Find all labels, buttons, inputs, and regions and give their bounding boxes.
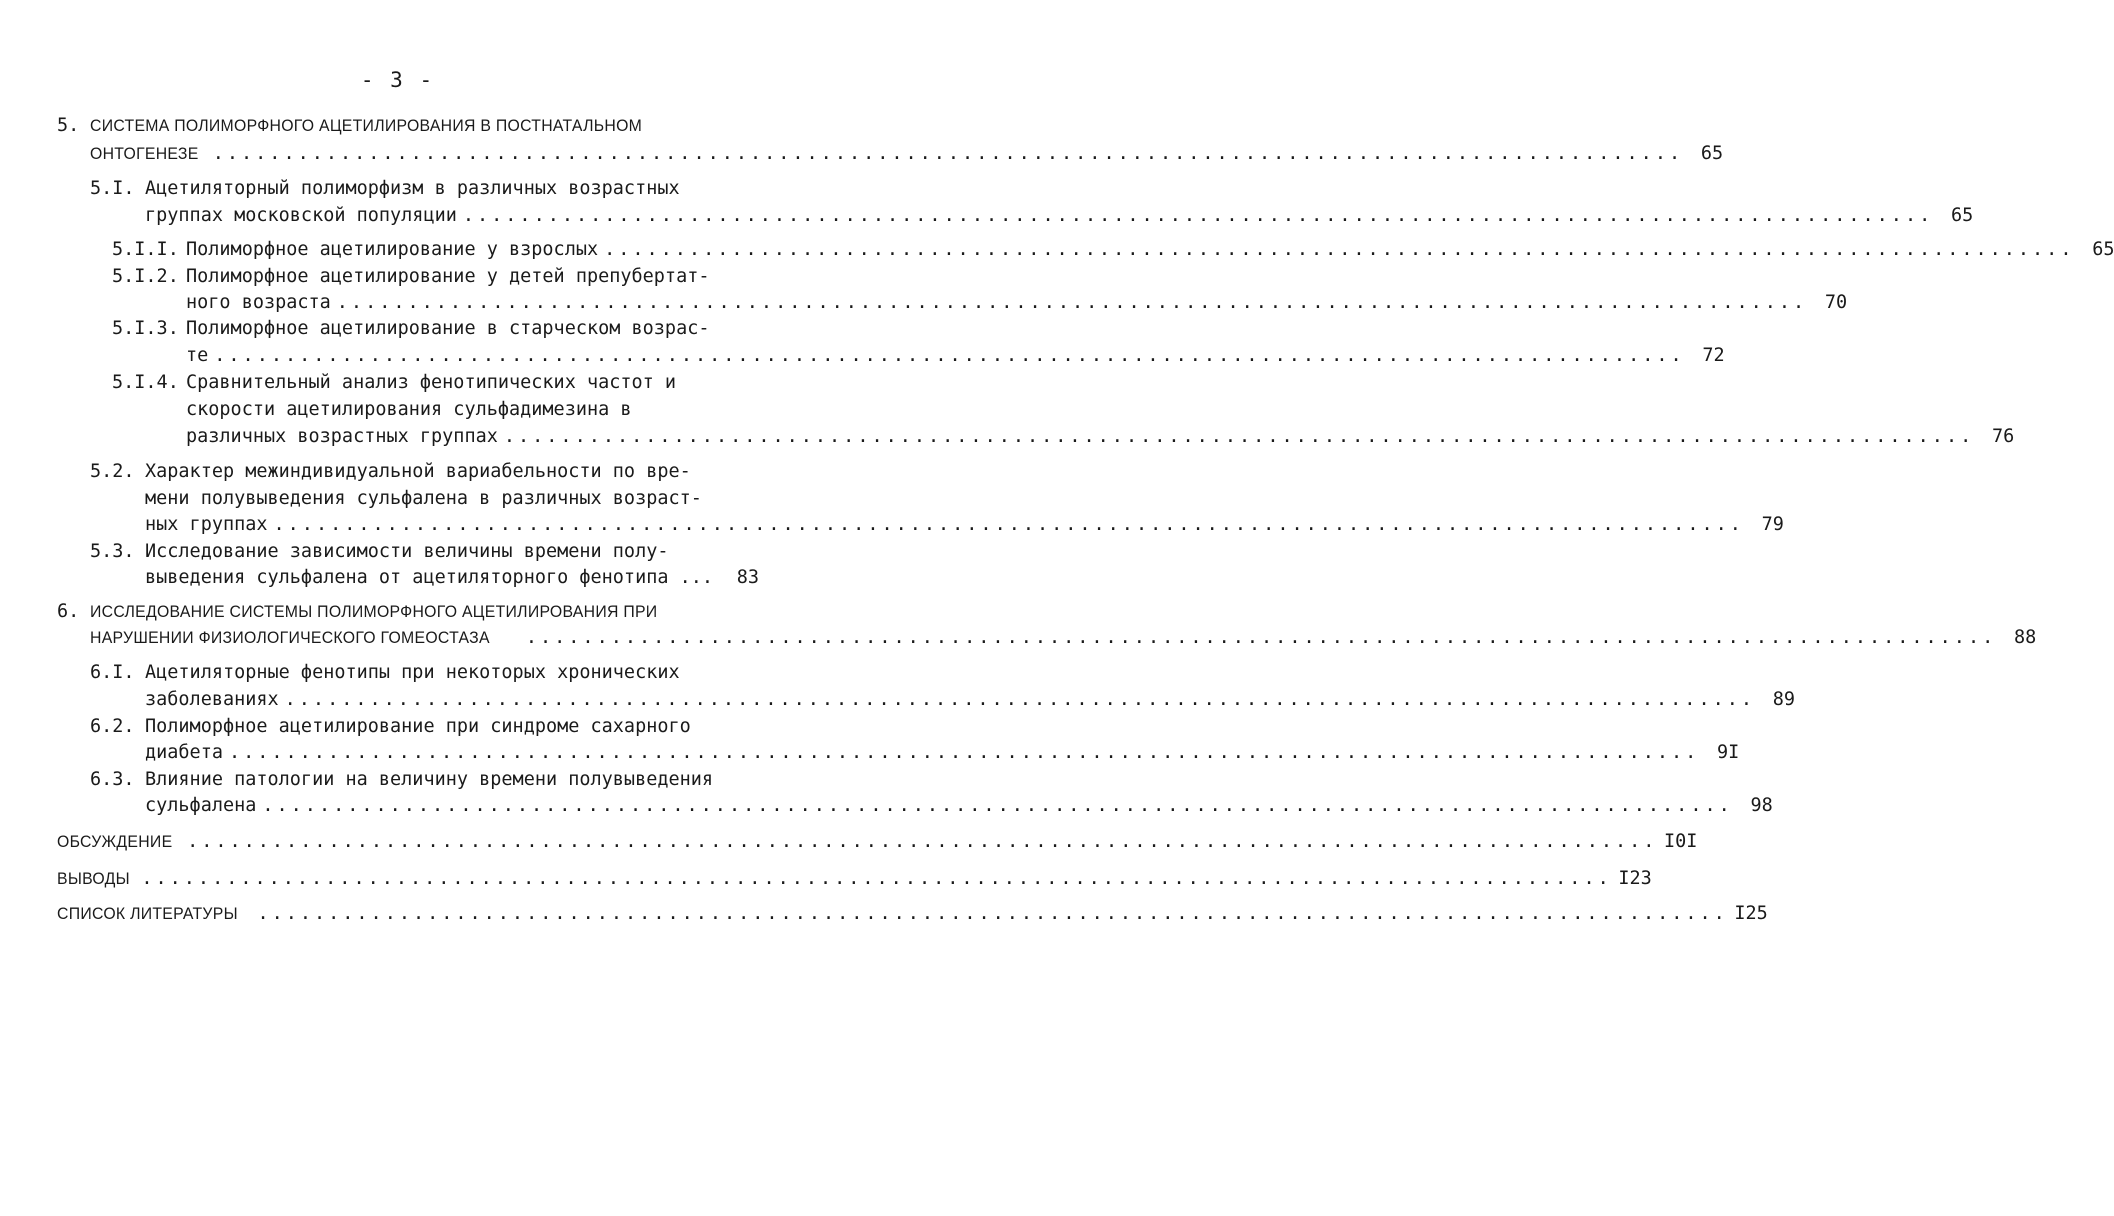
- toc-page-number: 76: [1991, 426, 2015, 447]
- toc-entry-5-3[interactable]: [90, 539, 743, 565]
- toc-entry-title: Сравнительный анализ фенотипических частот и: [186, 372, 677, 393]
- toc-page-number: 79: [1761, 514, 1784, 535]
- dot-leader: ........................................................................................................: [212, 143, 1684, 164]
- toc-entry-5-cont[interactable]: [90, 141, 1724, 167]
- toc-entry-5-3-cont[interactable]: [145, 565, 760, 591]
- toc-page-number: 89: [1772, 689, 1796, 710]
- toc-entry-title: Исследование зависимости величины времени полу-: [145, 541, 669, 562]
- toc-entry-6-2-cont[interactable]: [145, 740, 1740, 766]
- toc-entry-title: различных возрастных группах: [186, 426, 498, 447]
- toc-entry-6-3[interactable]: [90, 767, 743, 793]
- toc-entry-conclusions[interactable]: [57, 866, 1652, 892]
- toc-page-number: 70: [1824, 292, 1848, 313]
- toc-entry-title: СПИСОК ЛИТЕРАТУРЫ: [57, 904, 238, 923]
- toc-entry-title: скорости ацетилирования сульфадимезина в: [186, 399, 632, 420]
- toc-entry-number: 5.I.4.: [112, 372, 179, 393]
- toc-entry-5-1[interactable]: [90, 176, 743, 202]
- toc-entry-title: мени полувыведения сульфалена в различных возраст-: [145, 488, 702, 509]
- toc-entry-number: 5.: [57, 115, 80, 136]
- dot-leader: ........................................................................................................: [262, 795, 1733, 816]
- dot-leader: ........................................................................................................: [187, 831, 1658, 852]
- toc-entry-5-1-3-cont[interactable]: [186, 343, 1725, 369]
- toc-entry-title: сульфалена: [145, 795, 257, 816]
- toc-entry-5-2[interactable]: [90, 459, 743, 485]
- toc-entry-title: НАРУШЕНИИ ФИЗИОЛОГИЧЕСКОГО ГОМЕОСТАЗА: [90, 628, 490, 647]
- toc-entry-number: 5.2.: [90, 461, 135, 482]
- toc-entry-5-2-cont[interactable]: [145, 486, 743, 512]
- toc-entry-title: Характер межиндивидуальной вариабельности по вре-: [145, 461, 691, 482]
- toc-entry-title: ного возраста: [186, 292, 331, 313]
- toc-entry-6[interactable]: [57, 599, 743, 625]
- dot-leader: ........................................................................................................: [228, 742, 1700, 763]
- page-number: - 3 -: [360, 68, 435, 92]
- toc-entry-number: 5.I.3.: [112, 318, 179, 339]
- dot-leader: ........................................................................................................: [462, 205, 1934, 226]
- toc-entry-title: Ацетиляторные фенотипы при некоторых хронических: [145, 662, 680, 683]
- toc-entry-title: ОНТОГЕНЕЗЕ: [90, 144, 199, 163]
- toc-entry-5-1-4-cont2[interactable]: [186, 424, 2015, 450]
- dot-leader: ........................................................................................................: [336, 292, 1808, 313]
- toc-entry-5[interactable]: [57, 113, 743, 139]
- toc-entry-5-1-2-cont[interactable]: [186, 290, 1848, 316]
- toc-entry-6-1-cont[interactable]: [145, 687, 1796, 713]
- dot-leader: ........................................................................................................: [604, 239, 2075, 260]
- toc-entry-5-1-3[interactable]: [112, 316, 743, 342]
- toc-entry-title: ИССЛЕДОВАНИЕ СИСТЕМЫ ПОЛИМОРФНОГО АЦЕТИЛИРОВАНИЯ ПРИ: [90, 602, 658, 621]
- dot-leader: ........................................................................................................: [214, 345, 1685, 366]
- toc-entry-discussion[interactable]: [57, 829, 1698, 855]
- toc-page-number: I25: [1734, 903, 1768, 924]
- toc-page-number: 83: [736, 567, 760, 588]
- dot-leader: ........................................................................................................: [284, 689, 1756, 710]
- dot-leader: ........................................................................................................: [525, 627, 1997, 648]
- dot-leader: ........................................................................................................: [141, 868, 1612, 889]
- toc-entry-title: Влияние патологии на величину времени полувыведения: [145, 769, 714, 790]
- toc-entry-5-1-cont[interactable]: [145, 203, 1974, 229]
- toc-entry-title: заболеваниях: [145, 689, 279, 710]
- toc-entry-6-1[interactable]: [90, 660, 743, 686]
- toc-page-number: 65: [2092, 239, 2114, 260]
- toc-entry-title: те: [186, 345, 209, 366]
- toc-entry-6-3-cont[interactable]: [145, 793, 1773, 819]
- toc-entry-6-cont[interactable]: [90, 625, 2037, 651]
- toc-page-number: 65: [1950, 205, 1974, 226]
- toc-entry-title: выведения сульфалена от ацетиляторного фенотипа ...: [145, 567, 714, 588]
- dot-leader: ........................................................................................................: [273, 514, 1744, 535]
- toc-entry-5-1-4[interactable]: [112, 370, 743, 396]
- toc-entry-number: 6.2.: [90, 716, 135, 737]
- toc-entry-references[interactable]: [57, 901, 1768, 927]
- dot-leader: ........................................................................................................: [257, 903, 1728, 924]
- toc-page-number: I0I: [1664, 831, 1698, 852]
- toc-page-number: 65: [1700, 143, 1724, 164]
- toc-entry-title: Полиморфное ацетилирование у детей препубертат-: [186, 266, 710, 287]
- toc-entry-number: 5.I.2.: [112, 266, 179, 287]
- toc-entry-number: 6.I.: [90, 662, 135, 683]
- toc-entry-number: 5.I.I.: [112, 239, 179, 260]
- toc-entry-title: диабета: [145, 742, 223, 763]
- toc-entry-number: 5.3.: [90, 541, 135, 562]
- dot-leader: ........................................................................................................: [503, 426, 1975, 447]
- toc-entry-number: 6.3.: [90, 769, 135, 790]
- toc-entry-title: ных группах: [145, 514, 268, 535]
- toc-page-number: I23: [1618, 868, 1652, 889]
- toc-entry-title: Полиморфное ацетилирование у взрослых: [186, 239, 599, 260]
- toc-entry-6-2[interactable]: [90, 714, 743, 740]
- toc-entry-5-2-cont2[interactable]: [145, 512, 1784, 538]
- toc-entry-number: 6.: [57, 601, 80, 622]
- toc-entry-title: Полиморфное ацетилирование в старческом возрас-: [186, 318, 710, 339]
- toc-entry-title: ОБСУЖДЕНИЕ: [57, 832, 173, 851]
- toc-page-number: 88: [2013, 627, 2037, 648]
- toc-entry-title: Ацетиляторный полиморфизм в различных возрастных: [145, 178, 680, 199]
- toc-entry-title: ВЫВОДЫ: [57, 869, 130, 888]
- toc-entry-title: группах московской популяции: [145, 205, 457, 226]
- toc-page-number: 72: [1702, 345, 1725, 366]
- toc-entry-title: СИСТЕМА ПОЛИМОРФНОГО АЦЕТИЛИРОВАНИЯ В ПОСТНАТАЛЬНОМ: [90, 116, 643, 135]
- toc-page-number: 9I: [1717, 742, 1740, 763]
- toc-entry-5-1-1[interactable]: [112, 237, 2114, 263]
- toc-page-number: 98: [1750, 795, 1773, 816]
- toc-entry-title: Полиморфное ацетилирование при синдроме сахарного: [145, 716, 691, 737]
- toc-entry-5-1-4-cont[interactable]: [186, 397, 743, 423]
- toc-entry-number: 5.I.: [90, 178, 135, 199]
- toc-entry-5-1-2[interactable]: [112, 264, 743, 290]
